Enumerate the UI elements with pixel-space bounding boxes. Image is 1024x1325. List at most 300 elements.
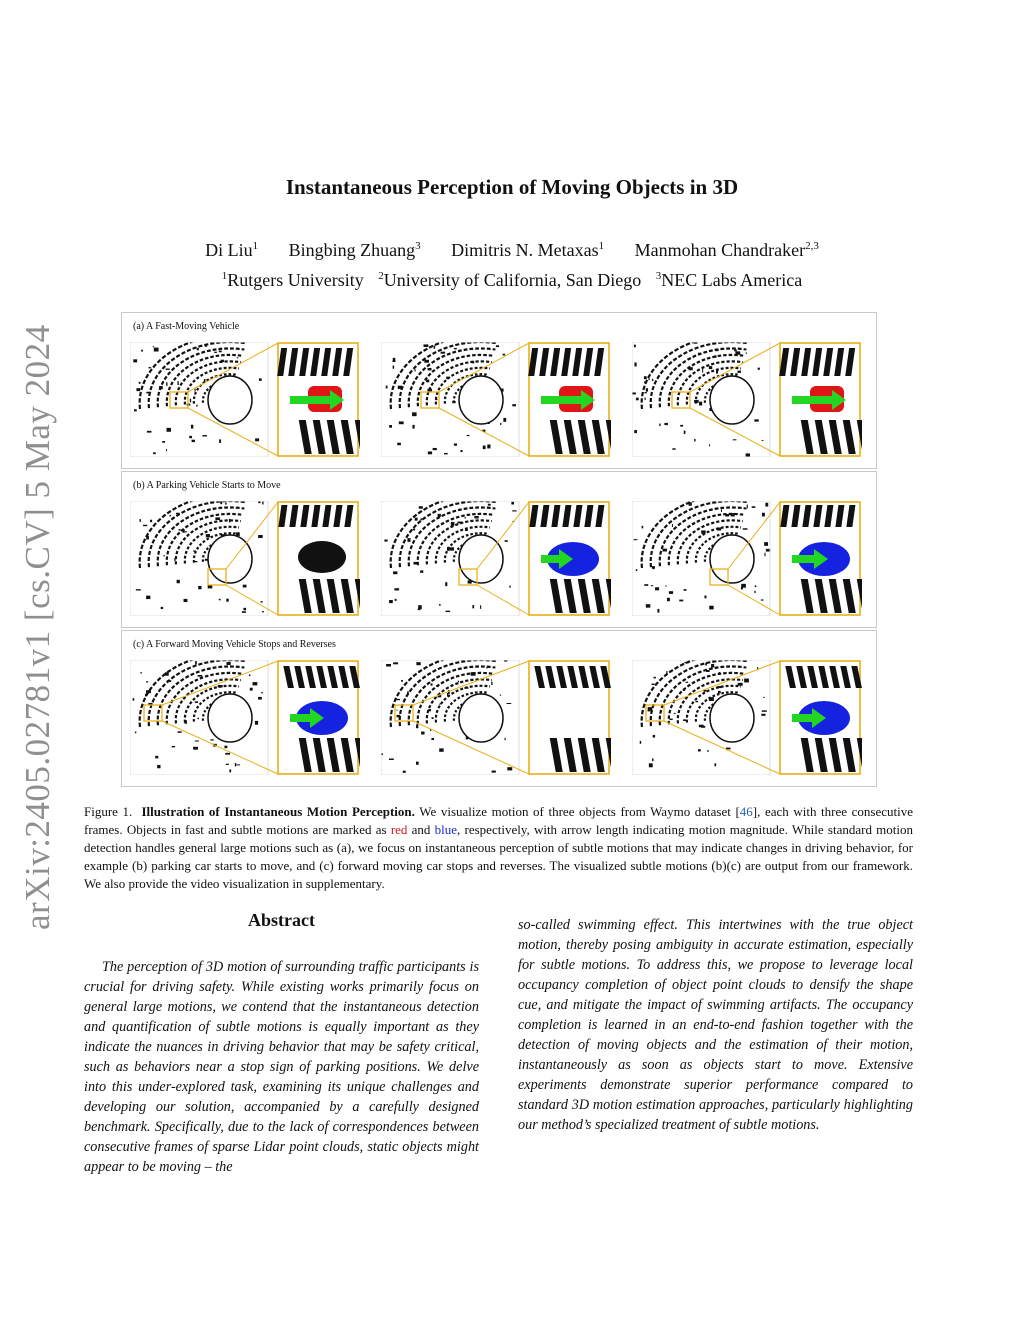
point-cluster [153,452,156,454]
point-cluster [684,589,687,591]
lidar-scene [381,342,611,457]
point-cluster [652,758,653,761]
point-cluster [447,693,448,696]
point-cluster [741,584,746,588]
point-cluster [413,562,417,565]
point-cluster [731,513,735,516]
point-cluster [649,763,653,767]
point-cluster [441,352,446,354]
point-cluster [646,604,650,607]
point-cluster [178,731,182,733]
point-cluster [255,438,259,441]
point-cluster [689,367,693,370]
point-cluster [253,682,258,685]
point-cluster [706,670,710,672]
author-list [0,240,1024,261]
point-cluster [438,514,441,517]
point-cluster [634,539,638,540]
point-cluster [684,431,686,434]
point-cluster [135,732,136,734]
point-cluster [465,530,468,532]
point-cluster [133,698,135,701]
point-cluster [424,360,429,363]
point-cluster [198,675,203,677]
point-cluster [694,439,695,441]
point-cluster [381,753,383,755]
point-cluster [764,553,765,557]
point-cluster [431,683,433,685]
point-cluster [426,380,429,383]
point-cluster [148,367,151,368]
point-cluster [195,661,197,664]
point-cluster [698,749,701,751]
ego-vehicle-region [459,535,503,583]
point-cluster [684,662,689,663]
point-cluster [140,519,141,522]
point-cluster [415,518,418,521]
point-cluster [644,584,648,586]
point-cluster [488,504,491,506]
point-cluster [146,596,150,599]
point-cluster [472,605,474,608]
point-cluster [428,709,431,711]
point-cluster [446,611,451,612]
point-cluster [512,510,516,511]
point-cluster [221,360,224,362]
point-cluster [644,381,645,382]
point-cluster [195,740,199,741]
point-cluster [237,357,239,358]
point-cluster [492,771,496,773]
point-cluster [699,725,704,728]
point-cluster [694,342,697,343]
point-cluster [718,691,721,694]
point-cluster [689,502,692,505]
author: Dimitris N. Metaxas$^1$ [451,240,605,260]
point-cluster [721,509,722,512]
point-cluster [738,683,743,686]
point-cluster [177,381,178,385]
point-cluster [762,440,764,441]
point-cluster [235,763,236,766]
point-cluster [717,528,721,531]
point-cluster [407,691,409,695]
ego-vehicle-region [459,376,503,424]
point-cluster [258,535,263,538]
static-object [298,541,346,573]
ego-vehicle-region [710,376,754,424]
point-cluster [659,424,660,426]
point-cluster [454,443,457,445]
point-cluster [219,599,221,600]
point-cluster [421,732,424,735]
point-cluster [184,599,188,602]
point-cluster [401,680,403,682]
point-cluster [746,353,748,354]
point-cluster [163,555,164,556]
point-cluster [145,694,146,697]
point-cluster [755,585,757,587]
point-cluster [653,568,654,569]
point-cluster [403,771,406,773]
point-cluster [754,591,755,593]
panel-label: (b) A Parking Vehicle Starts to Move [133,480,281,491]
point-cluster [170,515,171,517]
point-cluster [418,605,422,609]
point-cluster [224,746,227,749]
point-cluster [752,506,756,508]
point-cluster [701,530,706,533]
point-cluster [432,717,434,719]
point-cluster [505,738,506,740]
point-cluster [428,368,432,370]
point-cluster [702,369,703,373]
point-cluster [205,345,207,347]
point-cluster [236,764,240,765]
point-cluster [704,595,706,598]
affiliation: $^2$University of California, San Diego [378,270,642,290]
point-cluster [243,585,247,588]
point-cluster [444,453,448,454]
point-cluster [389,425,392,428]
point-cluster [507,767,512,770]
point-cluster [654,677,656,679]
point-cluster [672,524,673,527]
point-cluster [646,388,648,391]
point-cluster [483,446,486,450]
point-cluster [146,681,148,682]
point-cluster [412,412,417,416]
point-cluster [150,520,152,522]
point-cluster [203,435,207,436]
point-cluster [435,399,437,400]
lidar-scene [381,501,611,616]
panel-label: (a) A Fast-Moving Vehicle [133,321,240,332]
point-cluster [143,525,147,526]
point-cluster [215,517,220,520]
citation-link[interactable]: 46 [739,804,753,819]
point-cluster [393,571,397,574]
point-cluster [433,448,437,450]
point-cluster [225,753,230,755]
point-cluster [709,697,714,701]
point-cluster [758,368,760,370]
point-cluster [634,430,637,433]
point-cluster [651,585,653,586]
point-cluster [146,690,151,693]
figure-number: Figure 1. [84,804,133,819]
point-cluster [179,529,181,530]
point-cluster [399,421,404,424]
point-cluster [258,697,262,700]
point-cluster [210,739,213,740]
point-cluster [393,358,396,362]
point-cluster [735,351,740,354]
point-cluster [496,345,499,347]
figure-panel-c [121,630,877,787]
point-cluster [397,443,401,445]
affiliation: $^3$NEC Labs America [655,270,803,290]
point-cluster [139,382,141,384]
point-cluster [491,682,492,685]
point-cluster [393,662,398,664]
point-cluster [640,741,641,744]
lidar-frame [381,501,611,616]
point-cluster [506,703,511,704]
point-cluster [194,561,198,562]
point-cluster [636,398,639,401]
point-cluster [725,514,729,516]
point-cluster [394,588,399,590]
point-cluster [208,585,213,588]
point-cluster [193,747,198,750]
point-cluster [663,549,668,552]
point-cluster [219,351,222,353]
point-cluster [715,349,719,351]
point-cluster [761,599,764,600]
point-cluster [198,586,201,589]
point-cluster [512,404,516,406]
point-cluster [161,607,163,609]
point-cluster [651,684,654,685]
point-cluster [644,392,647,393]
author: Bingbing Zhuang$^3$ [288,240,421,260]
point-cluster [204,379,206,382]
lidar-frame [381,660,611,775]
figure-caption: Figure 1. Illustration of Instantaneous Motion Perception. We visualize motion of three objects from Waymo dataset [46], each with three consecutive frames. Objects in fast and subtle motions are marked as red and blue, respectively, with arrow length indicating motion magnitude. While standard motion detection handles general large motions such as (a), we focus on instantaneous perception of subtle motions that may indicate changes in driving behavior, for example (b) parking car starts to move, and (c) forward moving car stops and reverses. The visualized subtle motions (b)(c) are output from our framework. We also provide the video visualization in supplementary. [84,804,913,891]
point-cluster [707,750,709,751]
lidar-frame [130,501,360,616]
point-cluster [754,419,758,421]
point-cluster [172,746,175,747]
point-cluster [197,348,199,350]
lidar-scene [632,660,862,775]
point-cluster [698,352,699,354]
point-cluster [467,435,470,436]
point-cluster [190,399,191,403]
point-cluster [395,599,397,601]
ego-vehicle-region [208,376,252,424]
lidar-scene [130,501,360,616]
point-cluster [696,701,699,702]
lidar-frame [632,342,862,457]
point-cluster [486,667,487,669]
figure-panel-a [121,312,877,469]
point-cluster [428,451,432,454]
point-cluster [412,425,414,429]
lidar-frame [632,660,862,775]
point-cluster [162,441,165,443]
point-cluster [191,425,193,429]
point-cluster [734,349,737,351]
point-cluster [414,369,415,371]
author: Manmohan Chandraker$^{2,3}$ [634,240,819,260]
point-cluster [166,449,167,451]
point-cluster [389,600,393,603]
point-cluster [439,703,440,705]
point-cluster [460,450,462,452]
lidar-frame [381,342,611,457]
point-cluster [166,382,167,386]
point-cluster [458,681,459,683]
point-cluster [416,724,418,728]
point-cluster [680,425,683,427]
point-cluster [243,608,246,611]
point-cluster [665,586,666,587]
point-cluster [669,591,673,594]
point-cluster [711,664,714,667]
point-cluster [705,663,707,666]
lidar-scene [632,501,862,616]
point-cluster [154,348,159,352]
ego-vehicle-region [208,535,252,583]
point-cluster [140,672,142,673]
point-cluster [393,366,395,369]
point-cluster [220,501,222,504]
point-cluster [229,519,231,522]
point-cluster [146,536,149,540]
point-cluster [666,671,667,674]
point-cluster [219,439,221,442]
point-cluster [645,397,646,400]
point-cluster [471,672,476,676]
point-cluster [419,506,423,508]
point-cluster [762,513,765,517]
point-cluster [503,354,506,356]
point-cluster [242,611,246,613]
point-cluster [648,709,651,711]
point-cluster [679,600,683,602]
point-cluster [396,699,400,700]
lidar-scene [130,342,360,457]
point-cluster [762,710,767,711]
point-cluster [733,439,737,440]
point-cluster [672,448,675,449]
ego-vehicle-region [208,694,252,742]
point-cluster [147,431,152,433]
point-cluster [196,405,197,407]
affiliation-list [0,270,1024,291]
point-cluster [737,371,740,373]
point-cluster [197,718,199,720]
point-cluster [500,423,501,425]
point-cluster [447,547,450,551]
point-cluster [744,679,749,683]
point-cluster [431,738,434,740]
affiliation: $^1$Rutgers University [221,270,364,290]
point-cluster [644,376,647,379]
point-cluster [193,550,196,551]
point-cluster [714,355,716,357]
point-cluster [427,389,432,392]
point-cluster [746,453,750,456]
point-cluster [185,720,187,723]
point-cluster [413,529,415,531]
point-cluster [464,687,468,688]
blue-label: blue [434,822,458,837]
point-cluster [500,695,501,696]
point-cluster [420,518,422,520]
lidar-frame [632,501,862,616]
point-cluster [229,769,231,772]
point-cluster [743,528,748,529]
point-cluster [146,392,151,394]
point-cluster [159,386,163,389]
lidar-scene [381,660,611,775]
point-cluster [192,440,195,442]
point-cluster [195,388,196,391]
point-cluster [386,664,391,667]
point-cluster [446,377,448,380]
point-cluster [261,601,263,603]
point-cluster [511,502,514,505]
point-cluster [664,423,668,425]
point-cluster [505,540,508,542]
point-cluster [674,713,676,714]
point-cluster [416,762,419,765]
point-cluster [225,503,227,505]
point-cluster [709,606,713,610]
lidar-frame [130,660,360,775]
point-cluster [259,378,262,380]
point-cluster [153,346,154,347]
point-cluster [747,504,748,508]
point-cluster [167,680,171,682]
point-cluster [386,386,388,389]
point-cluster [434,346,436,349]
point-cluster [206,534,210,537]
lidar-scene [130,660,360,775]
point-cluster [683,689,685,691]
point-cluster [765,503,768,507]
point-cluster [226,764,229,765]
point-cluster [407,538,410,542]
point-cluster [439,748,443,751]
point-cluster [384,540,387,542]
point-cluster [226,599,228,602]
point-cluster [657,609,659,613]
point-cluster [227,662,231,665]
point-cluster [694,400,699,403]
point-cluster [439,604,441,606]
point-cluster [669,719,672,720]
point-cluster [487,444,490,448]
point-cluster [176,513,180,515]
point-cluster [763,697,764,698]
panel-label: (c) A Forward Moving Vehicle Stops and Reverses [133,639,336,650]
point-cluster [249,674,250,676]
point-cluster [136,589,141,590]
paper-title: Instantaneous Perception of Moving Objects in 3D [285,175,739,199]
point-cluster [699,402,702,406]
point-cluster [717,686,721,688]
point-cluster [683,719,686,721]
point-cluster [397,715,401,718]
point-cluster [652,379,653,381]
point-cluster [719,672,721,675]
point-cluster [642,526,644,529]
point-cluster [454,348,457,349]
ego-vehicle-region [710,694,754,742]
point-cluster [472,361,474,364]
point-cluster [764,542,768,546]
point-cluster [189,436,192,438]
point-cluster [445,582,447,586]
point-cluster [709,366,712,369]
lidar-scene [632,342,862,457]
point-cluster [255,721,258,725]
point-cluster [474,516,478,519]
